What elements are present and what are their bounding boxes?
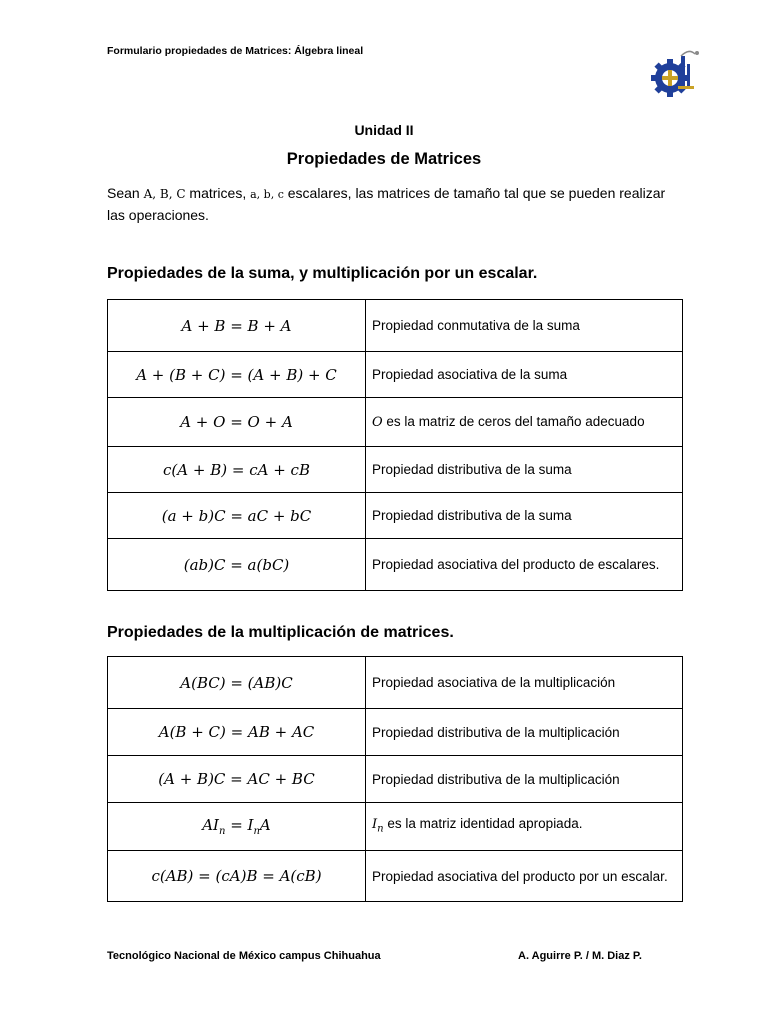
description-cell: Propiedad asociativa del producto por un escalar. <box>366 851 683 902</box>
unit-label: Unidad II <box>354 122 414 138</box>
table-row <box>108 657 683 709</box>
multiplication-properties-table <box>107 656 683 902</box>
formula-subscript: n <box>218 826 226 837</box>
description-cell <box>366 398 683 447</box>
formula-subscript: n <box>253 826 260 837</box>
intro-paragraph <box>107 183 667 225</box>
formula-cell: (ab)C = a(bC) <box>108 539 366 591</box>
formula-cell <box>108 803 366 851</box>
description-cell: Propiedad distributiva de la suma <box>366 447 683 493</box>
tecnm-gear-logo-icon <box>648 44 704 110</box>
description-cell: Propiedad asociativa del producto de escalares. <box>366 539 683 591</box>
table-row <box>108 851 683 902</box>
intro-pre: Sean <box>107 185 144 201</box>
description-cell: Propiedad asociativa de la suma <box>366 352 683 398</box>
table-row <box>108 398 683 447</box>
table-row <box>108 447 683 493</box>
sum-properties-table <box>107 299 683 591</box>
table-row <box>108 352 683 398</box>
formula-cell: A(BC) = (AB)C <box>108 657 366 709</box>
footer-institution: Tecnológico Nacional de México campus Chihuahua <box>107 950 381 962</box>
formula-cell: (a + b)C = aC + bC <box>108 493 366 539</box>
description-cell: Propiedad distributiva de la suma <box>366 493 683 539</box>
formula-cell: c(A + B) = cA + cB <box>108 447 366 493</box>
document-header: Formulario propiedades de Matrices: Álgebra lineal <box>107 45 364 57</box>
table-row <box>108 709 683 756</box>
footer-authors: A. Aguirre P. / M. Diaz P. <box>518 950 642 962</box>
zero-matrix-symbol: O <box>372 415 383 430</box>
intro-mid: matrices, <box>185 185 251 201</box>
description-cell: Propiedad distributiva de la multiplicación <box>366 709 683 756</box>
description-cell <box>366 803 683 851</box>
formula-cell: c(AB) = (cA)B = A(cB) <box>108 851 366 902</box>
table-row <box>108 539 683 591</box>
intro-matrices: A, B, C <box>143 187 186 201</box>
formula-cell: A + B = B + A <box>108 300 366 352</box>
formula-part: AI <box>202 816 219 834</box>
description-text: es la matriz identidad apropiada. <box>383 816 583 832</box>
formula-part: = I <box>225 816 254 834</box>
page-title: Propiedades de Matrices <box>286 150 482 168</box>
table-row <box>108 493 683 539</box>
table-row <box>108 803 683 851</box>
formula-cell: A + O = O + A <box>108 398 366 447</box>
formula-cell: A + (B + C) = (A + B) + C <box>108 352 366 398</box>
intro-post: escalares, las matrices de tamaño tal que se pueden realizar las operaciones. <box>107 185 666 223</box>
formula-part: A <box>259 816 271 834</box>
formula-cell: A(B + C) = AB + AC <box>108 709 366 756</box>
description-text: es la matriz de ceros del tamaño adecuado <box>382 414 645 429</box>
table-row <box>108 300 683 352</box>
description-cell: Propiedad conmutativa de la suma <box>366 300 683 352</box>
description-cell: Propiedad asociativa de la multiplicación <box>366 657 683 709</box>
identity-subscript: n <box>377 823 384 835</box>
intro-scalars: a, b, c <box>250 188 284 201</box>
section-heading-multiplication: Propiedades de la multiplicación de matrices. <box>107 624 454 641</box>
table-row <box>108 756 683 803</box>
section-heading-sum: Propiedades de la suma, y multiplicación por un escalar. <box>107 265 538 282</box>
identity-matrix-symbol: I <box>372 817 378 833</box>
description-cell: Propiedad distributiva de la multiplicación <box>366 756 683 803</box>
formula-cell: (A + B)C = AC + BC <box>108 756 366 803</box>
